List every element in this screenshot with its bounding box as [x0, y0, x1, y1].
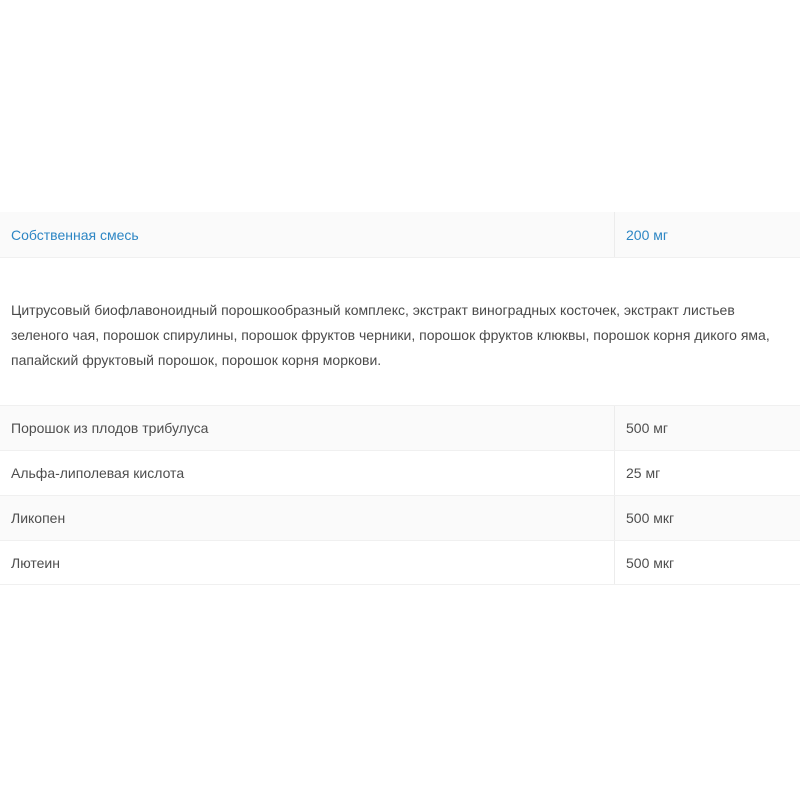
ingredients-table — [0, 405, 800, 585]
blend-description: Цитрусовый биофлавоноидный порошкообразный комплекс, экстракт виноградных косточек, экстракт листьев зеленого чая, порошок спирулины, порошок фруктов черники, порошок фруктов клюквы, порошок корня дикого яма, папайский фруктовый порошок, порошок корня моркови. — [11, 302, 770, 368]
table-row — [0, 450, 800, 495]
ingredient-name: Ликопен — [11, 510, 66, 526]
table-row — [0, 495, 800, 540]
ingredient-amount: 25 мг — [614, 451, 800, 495]
blend-amount: 200 мг — [614, 212, 800, 257]
ingredient-amount: 500 мкг — [614, 541, 800, 584]
ingredient-name: Лютеин — [11, 554, 60, 571]
blend-name[interactable]: Собственная смесь — [11, 226, 139, 243]
blend-row — [0, 212, 800, 258]
ingredient-amount: 500 мкг — [614, 496, 800, 540]
blend-table — [0, 212, 800, 258]
ingredient-amount: 500 мг — [614, 406, 800, 450]
ingredient-name: Альфа-липолевая кислота — [11, 465, 185, 481]
table-row — [0, 540, 800, 585]
ingredient-name: Порошок из плодов трибулуса — [11, 420, 209, 436]
table-row — [0, 405, 800, 450]
